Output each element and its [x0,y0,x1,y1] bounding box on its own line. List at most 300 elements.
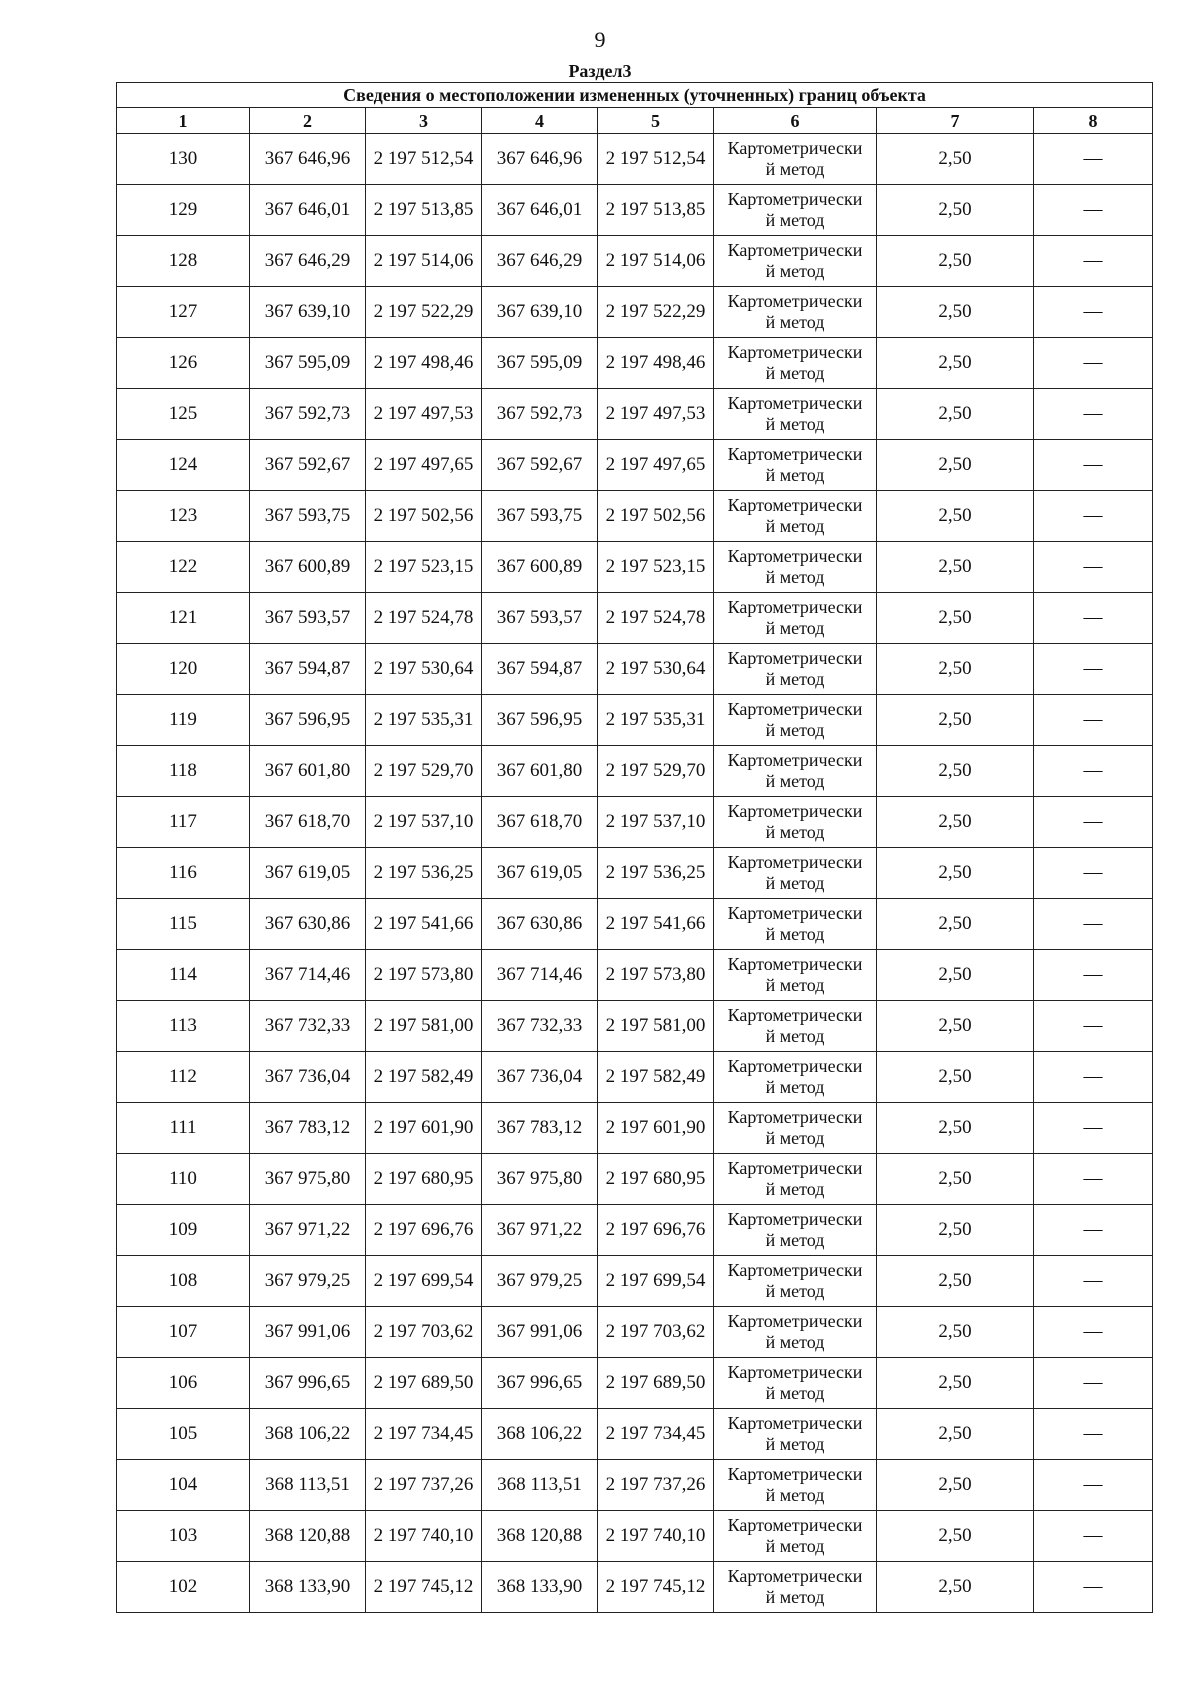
method-text-line1: Картометрически [727,138,863,158]
method-text-line1: Картометрически [727,240,863,260]
refined-y-cell: 2 197 513,85 [598,185,714,236]
existing-x-cell: 367 996,65 [250,1358,366,1409]
method-text-line1: Картометрически [727,648,863,668]
existing-x-cell: 367 639,10 [250,287,366,338]
existing-y-cell: 2 197 523,15 [366,542,482,593]
method-cell [714,950,877,1001]
existing-y-cell: 2 197 541,66 [366,899,482,950]
existing-x-cell: 367 991,06 [250,1307,366,1358]
refined-y-cell: 2 197 529,70 [598,746,714,797]
accuracy-cell: 2,50 [877,1511,1034,1562]
existing-x-cell: 367 593,75 [250,491,366,542]
method-cell [714,848,877,899]
accuracy-cell: 2,50 [877,542,1034,593]
point-number-cell: 122 [117,542,250,593]
note-cell: — [1034,542,1153,593]
method-cell [714,338,877,389]
method-text-line2: й метод [765,873,825,893]
refined-y-cell: 2 197 536,25 [598,848,714,899]
method-text-line1: Картометрически [727,1515,863,1535]
existing-y-cell: 2 197 703,62 [366,1307,482,1358]
refined-y-cell: 2 197 497,65 [598,440,714,491]
refined-y-cell: 2 197 680,95 [598,1154,714,1205]
column-number: 7 [877,108,1034,134]
existing-x-cell: 368 106,22 [250,1409,366,1460]
method-text-line1: Картометрически [727,189,863,209]
existing-x-cell: 367 975,80 [250,1154,366,1205]
existing-y-cell: 2 197 699,54 [366,1256,482,1307]
accuracy-cell: 2,50 [877,746,1034,797]
method-text-line2: й метод [765,1383,825,1403]
method-cell [714,746,877,797]
method-text-line2: й метод [765,261,825,281]
point-number-cell: 120 [117,644,250,695]
note-cell: — [1034,848,1153,899]
point-number-cell: 113 [117,1001,250,1052]
refined-y-cell: 2 197 497,53 [598,389,714,440]
refined-x-cell: 367 714,46 [482,950,598,1001]
method-text-line2: й метод [765,1128,825,1148]
column-number: 1 [117,108,250,134]
note-cell: — [1034,1358,1153,1409]
table-row [117,134,1153,185]
method-text-line1: Картометрически [727,1260,863,1280]
column-number: 4 [482,108,598,134]
existing-y-cell: 2 197 530,64 [366,644,482,695]
existing-y-cell: 2 197 537,10 [366,797,482,848]
note-cell: — [1034,1256,1153,1307]
method-cell [714,1307,877,1358]
table-row [117,185,1153,236]
refined-y-cell: 2 197 601,90 [598,1103,714,1154]
method-cell [714,1052,877,1103]
accuracy-cell: 2,50 [877,1562,1034,1613]
point-number-cell: 108 [117,1256,250,1307]
existing-x-cell: 367 595,09 [250,338,366,389]
existing-y-cell: 2 197 513,85 [366,185,482,236]
note-cell: — [1034,950,1153,1001]
method-cell [714,797,877,848]
method-cell [714,389,877,440]
note-cell: — [1034,1154,1153,1205]
refined-y-cell: 2 197 541,66 [598,899,714,950]
method-text-line2: й метод [765,720,825,740]
method-text-line1: Картометрически [727,1362,863,1382]
method-text-line2: й метод [765,1026,825,1046]
existing-y-cell: 2 197 601,90 [366,1103,482,1154]
refined-y-cell: 2 197 498,46 [598,338,714,389]
existing-y-cell: 2 197 734,45 [366,1409,482,1460]
point-number-cell: 109 [117,1205,250,1256]
existing-x-cell: 367 646,29 [250,236,366,287]
method-text-line1: Картометрически [727,750,863,770]
refined-y-cell: 2 197 524,78 [598,593,714,644]
method-cell [714,1154,877,1205]
existing-y-cell: 2 197 680,95 [366,1154,482,1205]
accuracy-cell: 2,50 [877,1001,1034,1052]
existing-y-cell: 2 197 512,54 [366,134,482,185]
table-row [117,1103,1153,1154]
accuracy-cell: 2,50 [877,1256,1034,1307]
method-text-line2: й метод [765,1485,825,1505]
method-text-line1: Картометрически [727,1158,863,1178]
existing-y-cell: 2 197 696,76 [366,1205,482,1256]
point-number-cell: 121 [117,593,250,644]
method-text-line2: й метод [765,975,825,995]
point-number-cell: 115 [117,899,250,950]
point-number-cell: 105 [117,1409,250,1460]
point-number-cell: 110 [117,1154,250,1205]
method-text-line2: й метод [765,1077,825,1097]
method-text-line1: Картометрически [727,1311,863,1331]
table-row [117,1562,1153,1613]
method-text-line2: й метод [765,1536,825,1556]
method-text-line1: Картометрически [727,495,863,515]
refined-y-cell: 2 197 512,54 [598,134,714,185]
note-cell: — [1034,287,1153,338]
page-number: 9 [594,27,606,52]
existing-y-cell: 2 197 524,78 [366,593,482,644]
method-text-line1: Картометрически [727,342,863,362]
note-cell: — [1034,491,1153,542]
refined-y-cell: 2 197 745,12 [598,1562,714,1613]
method-text-line1: Картометрически [727,1413,863,1433]
note-cell: — [1034,1205,1153,1256]
refined-x-cell: 367 593,57 [482,593,598,644]
method-cell [714,491,877,542]
column-number: 6 [714,108,877,134]
point-number-cell: 106 [117,1358,250,1409]
table-row [117,695,1153,746]
table-caption: Сведения о местоположении измененных (уточненных) границ объекта [117,83,1153,108]
table-row [117,1001,1153,1052]
method-text-line1: Картометрически [727,1464,863,1484]
existing-y-cell: 2 197 740,10 [366,1511,482,1562]
method-cell [714,185,877,236]
table-row [117,797,1153,848]
method-text-line1: Картометрически [727,1209,863,1229]
refined-x-cell: 367 991,06 [482,1307,598,1358]
refined-x-cell: 367 975,80 [482,1154,598,1205]
existing-y-cell: 2 197 497,65 [366,440,482,491]
method-text-line1: Картометрически [727,801,863,821]
refined-x-cell: 367 646,29 [482,236,598,287]
accuracy-cell: 2,50 [877,389,1034,440]
method-cell [714,1460,877,1511]
refined-x-cell: 367 595,09 [482,338,598,389]
existing-y-cell: 2 197 535,31 [366,695,482,746]
note-cell: — [1034,1409,1153,1460]
point-number-cell: 107 [117,1307,250,1358]
method-text-line2: й метод [765,1332,825,1352]
point-number-cell: 111 [117,1103,250,1154]
accuracy-cell: 2,50 [877,1358,1034,1409]
method-text-line1: Картометрически [727,954,863,974]
method-text-line2: й метод [765,312,825,332]
accuracy-cell: 2,50 [877,899,1034,950]
point-number-cell: 104 [117,1460,250,1511]
refined-x-cell: 367 600,89 [482,542,598,593]
table-row [117,644,1153,695]
accuracy-cell: 2,50 [877,1460,1034,1511]
refined-x-cell: 367 618,70 [482,797,598,848]
refined-y-cell: 2 197 699,54 [598,1256,714,1307]
note-cell: — [1034,134,1153,185]
table-row [117,950,1153,1001]
refined-x-cell: 367 619,05 [482,848,598,899]
table-row [117,1460,1153,1511]
note-cell: — [1034,1052,1153,1103]
existing-x-cell: 368 133,90 [250,1562,366,1613]
point-number-cell: 124 [117,440,250,491]
table-row [117,287,1153,338]
note-cell: — [1034,440,1153,491]
existing-y-cell: 2 197 522,29 [366,287,482,338]
note-cell: — [1034,185,1153,236]
method-text-line1: Картометрически [727,903,863,923]
method-cell [714,593,877,644]
note-cell: — [1034,1562,1153,1613]
existing-x-cell: 367 646,96 [250,134,366,185]
point-number-cell: 126 [117,338,250,389]
method-cell [714,1562,877,1613]
refined-y-cell: 2 197 537,10 [598,797,714,848]
point-number-cell: 123 [117,491,250,542]
table-row [117,899,1153,950]
note-cell: — [1034,338,1153,389]
table-row [117,1358,1153,1409]
accuracy-cell: 2,50 [877,338,1034,389]
existing-x-cell: 367 601,80 [250,746,366,797]
refined-y-cell: 2 197 535,31 [598,695,714,746]
table-row [117,338,1153,389]
accuracy-cell: 2,50 [877,1205,1034,1256]
accuracy-cell: 2,50 [877,1307,1034,1358]
refined-y-cell: 2 197 737,26 [598,1460,714,1511]
table-row [117,1154,1153,1205]
refined-x-cell: 367 979,25 [482,1256,598,1307]
table-row [117,491,1153,542]
method-cell [714,1205,877,1256]
refined-x-cell: 368 113,51 [482,1460,598,1511]
note-cell: — [1034,389,1153,440]
table-row [117,440,1153,491]
note-cell: — [1034,1103,1153,1154]
method-text-line1: Картометрически [727,699,863,719]
point-number-cell: 117 [117,797,250,848]
method-cell [714,1001,877,1052]
method-text-line2: й метод [765,414,825,434]
refined-y-cell: 2 197 502,56 [598,491,714,542]
table-row [117,593,1153,644]
table-row [117,848,1153,899]
method-text-line1: Картометрически [727,546,863,566]
method-text-line2: й метод [765,618,825,638]
accuracy-cell: 2,50 [877,797,1034,848]
accuracy-cell: 2,50 [877,1052,1034,1103]
column-number: 3 [366,108,482,134]
method-cell [714,1103,877,1154]
refined-y-cell: 2 197 582,49 [598,1052,714,1103]
refined-x-cell: 367 639,10 [482,287,598,338]
method-text-line2: й метод [765,1281,825,1301]
column-number: 2 [250,108,366,134]
refined-y-cell: 2 197 530,64 [598,644,714,695]
accuracy-cell: 2,50 [877,287,1034,338]
accuracy-cell: 2,50 [877,593,1034,644]
accuracy-cell: 2,50 [877,185,1034,236]
accuracy-cell: 2,50 [877,1409,1034,1460]
refined-x-cell: 367 996,65 [482,1358,598,1409]
table-row [117,236,1153,287]
table-row [117,746,1153,797]
column-number: 5 [598,108,714,134]
note-cell: — [1034,1307,1153,1358]
method-cell [714,134,877,185]
existing-x-cell: 367 593,57 [250,593,366,644]
method-text-line2: й метод [765,669,825,689]
accuracy-cell: 2,50 [877,491,1034,542]
table-row [117,1409,1153,1460]
note-cell: — [1034,746,1153,797]
method-text-line1: Картометрически [727,1107,863,1127]
existing-y-cell: 2 197 498,46 [366,338,482,389]
note-cell: — [1034,1001,1153,1052]
method-text-line2: й метод [765,924,825,944]
refined-x-cell: 367 732,33 [482,1001,598,1052]
method-text-line1: Картометрически [727,852,863,872]
method-text-line1: Картометрически [727,597,863,617]
accuracy-cell: 2,50 [877,1154,1034,1205]
existing-y-cell: 2 197 745,12 [366,1562,482,1613]
method-text-line1: Картометрически [727,1566,863,1586]
table-row [117,389,1153,440]
refined-y-cell: 2 197 573,80 [598,950,714,1001]
existing-x-cell: 367 594,87 [250,644,366,695]
note-cell: — [1034,1460,1153,1511]
existing-y-cell: 2 197 737,26 [366,1460,482,1511]
method-text-line2: й метод [765,516,825,536]
method-cell [714,899,877,950]
method-text-line1: Картометрически [727,291,863,311]
point-number-cell: 127 [117,287,250,338]
existing-x-cell: 367 596,95 [250,695,366,746]
accuracy-cell: 2,50 [877,695,1034,746]
existing-y-cell: 2 197 497,53 [366,389,482,440]
table-body [117,134,1153,1613]
refined-y-cell: 2 197 696,76 [598,1205,714,1256]
existing-x-cell: 367 618,70 [250,797,366,848]
existing-x-cell: 367 732,33 [250,1001,366,1052]
refined-y-cell: 2 197 522,29 [598,287,714,338]
note-cell: — [1034,695,1153,746]
point-number-cell: 118 [117,746,250,797]
existing-x-cell: 367 714,46 [250,950,366,1001]
method-cell [714,644,877,695]
existing-y-cell: 2 197 573,80 [366,950,482,1001]
column-number: 8 [1034,108,1153,134]
accuracy-cell: 2,50 [877,950,1034,1001]
refined-y-cell: 2 197 514,06 [598,236,714,287]
table-row [117,1307,1153,1358]
refined-x-cell: 367 593,75 [482,491,598,542]
method-text-line2: й метод [765,363,825,383]
refined-x-cell: 367 601,80 [482,746,598,797]
accuracy-cell: 2,50 [877,644,1034,695]
refined-x-cell: 368 106,22 [482,1409,598,1460]
method-cell [714,1358,877,1409]
method-text-line2: й метод [765,465,825,485]
existing-x-cell: 367 592,73 [250,389,366,440]
refined-x-cell: 367 592,73 [482,389,598,440]
point-number-cell: 116 [117,848,250,899]
existing-y-cell: 2 197 514,06 [366,236,482,287]
existing-y-cell: 2 197 502,56 [366,491,482,542]
method-cell [714,236,877,287]
method-text-line2: й метод [765,771,825,791]
existing-x-cell: 367 592,67 [250,440,366,491]
method-cell [714,695,877,746]
method-text-line2: й метод [765,1587,825,1607]
note-cell: — [1034,593,1153,644]
method-cell [714,1256,877,1307]
refined-y-cell: 2 197 703,62 [598,1307,714,1358]
existing-y-cell: 2 197 536,25 [366,848,482,899]
refined-y-cell: 2 197 581,00 [598,1001,714,1052]
existing-y-cell: 2 197 529,70 [366,746,482,797]
refined-x-cell: 367 592,67 [482,440,598,491]
method-text-line2: й метод [765,1179,825,1199]
existing-x-cell: 367 630,86 [250,899,366,950]
accuracy-cell: 2,50 [877,236,1034,287]
point-number-cell: 102 [117,1562,250,1613]
point-number-cell: 103 [117,1511,250,1562]
existing-x-cell: 367 646,01 [250,185,366,236]
accuracy-cell: 2,50 [877,848,1034,899]
method-text-line2: й метод [765,210,825,230]
boundary-coordinates-table [116,82,1153,1613]
refined-x-cell: 367 736,04 [482,1052,598,1103]
existing-x-cell: 367 619,05 [250,848,366,899]
refined-x-cell: 367 646,96 [482,134,598,185]
refined-x-cell: 367 594,87 [482,644,598,695]
point-number-cell: 114 [117,950,250,1001]
note-cell: — [1034,797,1153,848]
method-cell [714,287,877,338]
table-row [117,1256,1153,1307]
table-row [117,1205,1153,1256]
accuracy-cell: 2,50 [877,440,1034,491]
method-text-line2: й метод [765,1230,825,1250]
refined-x-cell: 368 133,90 [482,1562,598,1613]
refined-x-cell: 367 596,95 [482,695,598,746]
method-cell [714,1511,877,1562]
method-text-line1: Картометрически [727,1056,863,1076]
method-text-line1: Картометрически [727,393,863,413]
existing-y-cell: 2 197 581,00 [366,1001,482,1052]
existing-x-cell: 367 979,25 [250,1256,366,1307]
accuracy-cell: 2,50 [877,1103,1034,1154]
table-row [117,1052,1153,1103]
method-cell [714,542,877,593]
refined-x-cell: 367 783,12 [482,1103,598,1154]
method-cell [714,1409,877,1460]
method-text-line2: й метод [765,1434,825,1454]
method-text-line2: й метод [765,822,825,842]
existing-y-cell: 2 197 689,50 [366,1358,482,1409]
note-cell: — [1034,1511,1153,1562]
method-text-line2: й метод [765,567,825,587]
